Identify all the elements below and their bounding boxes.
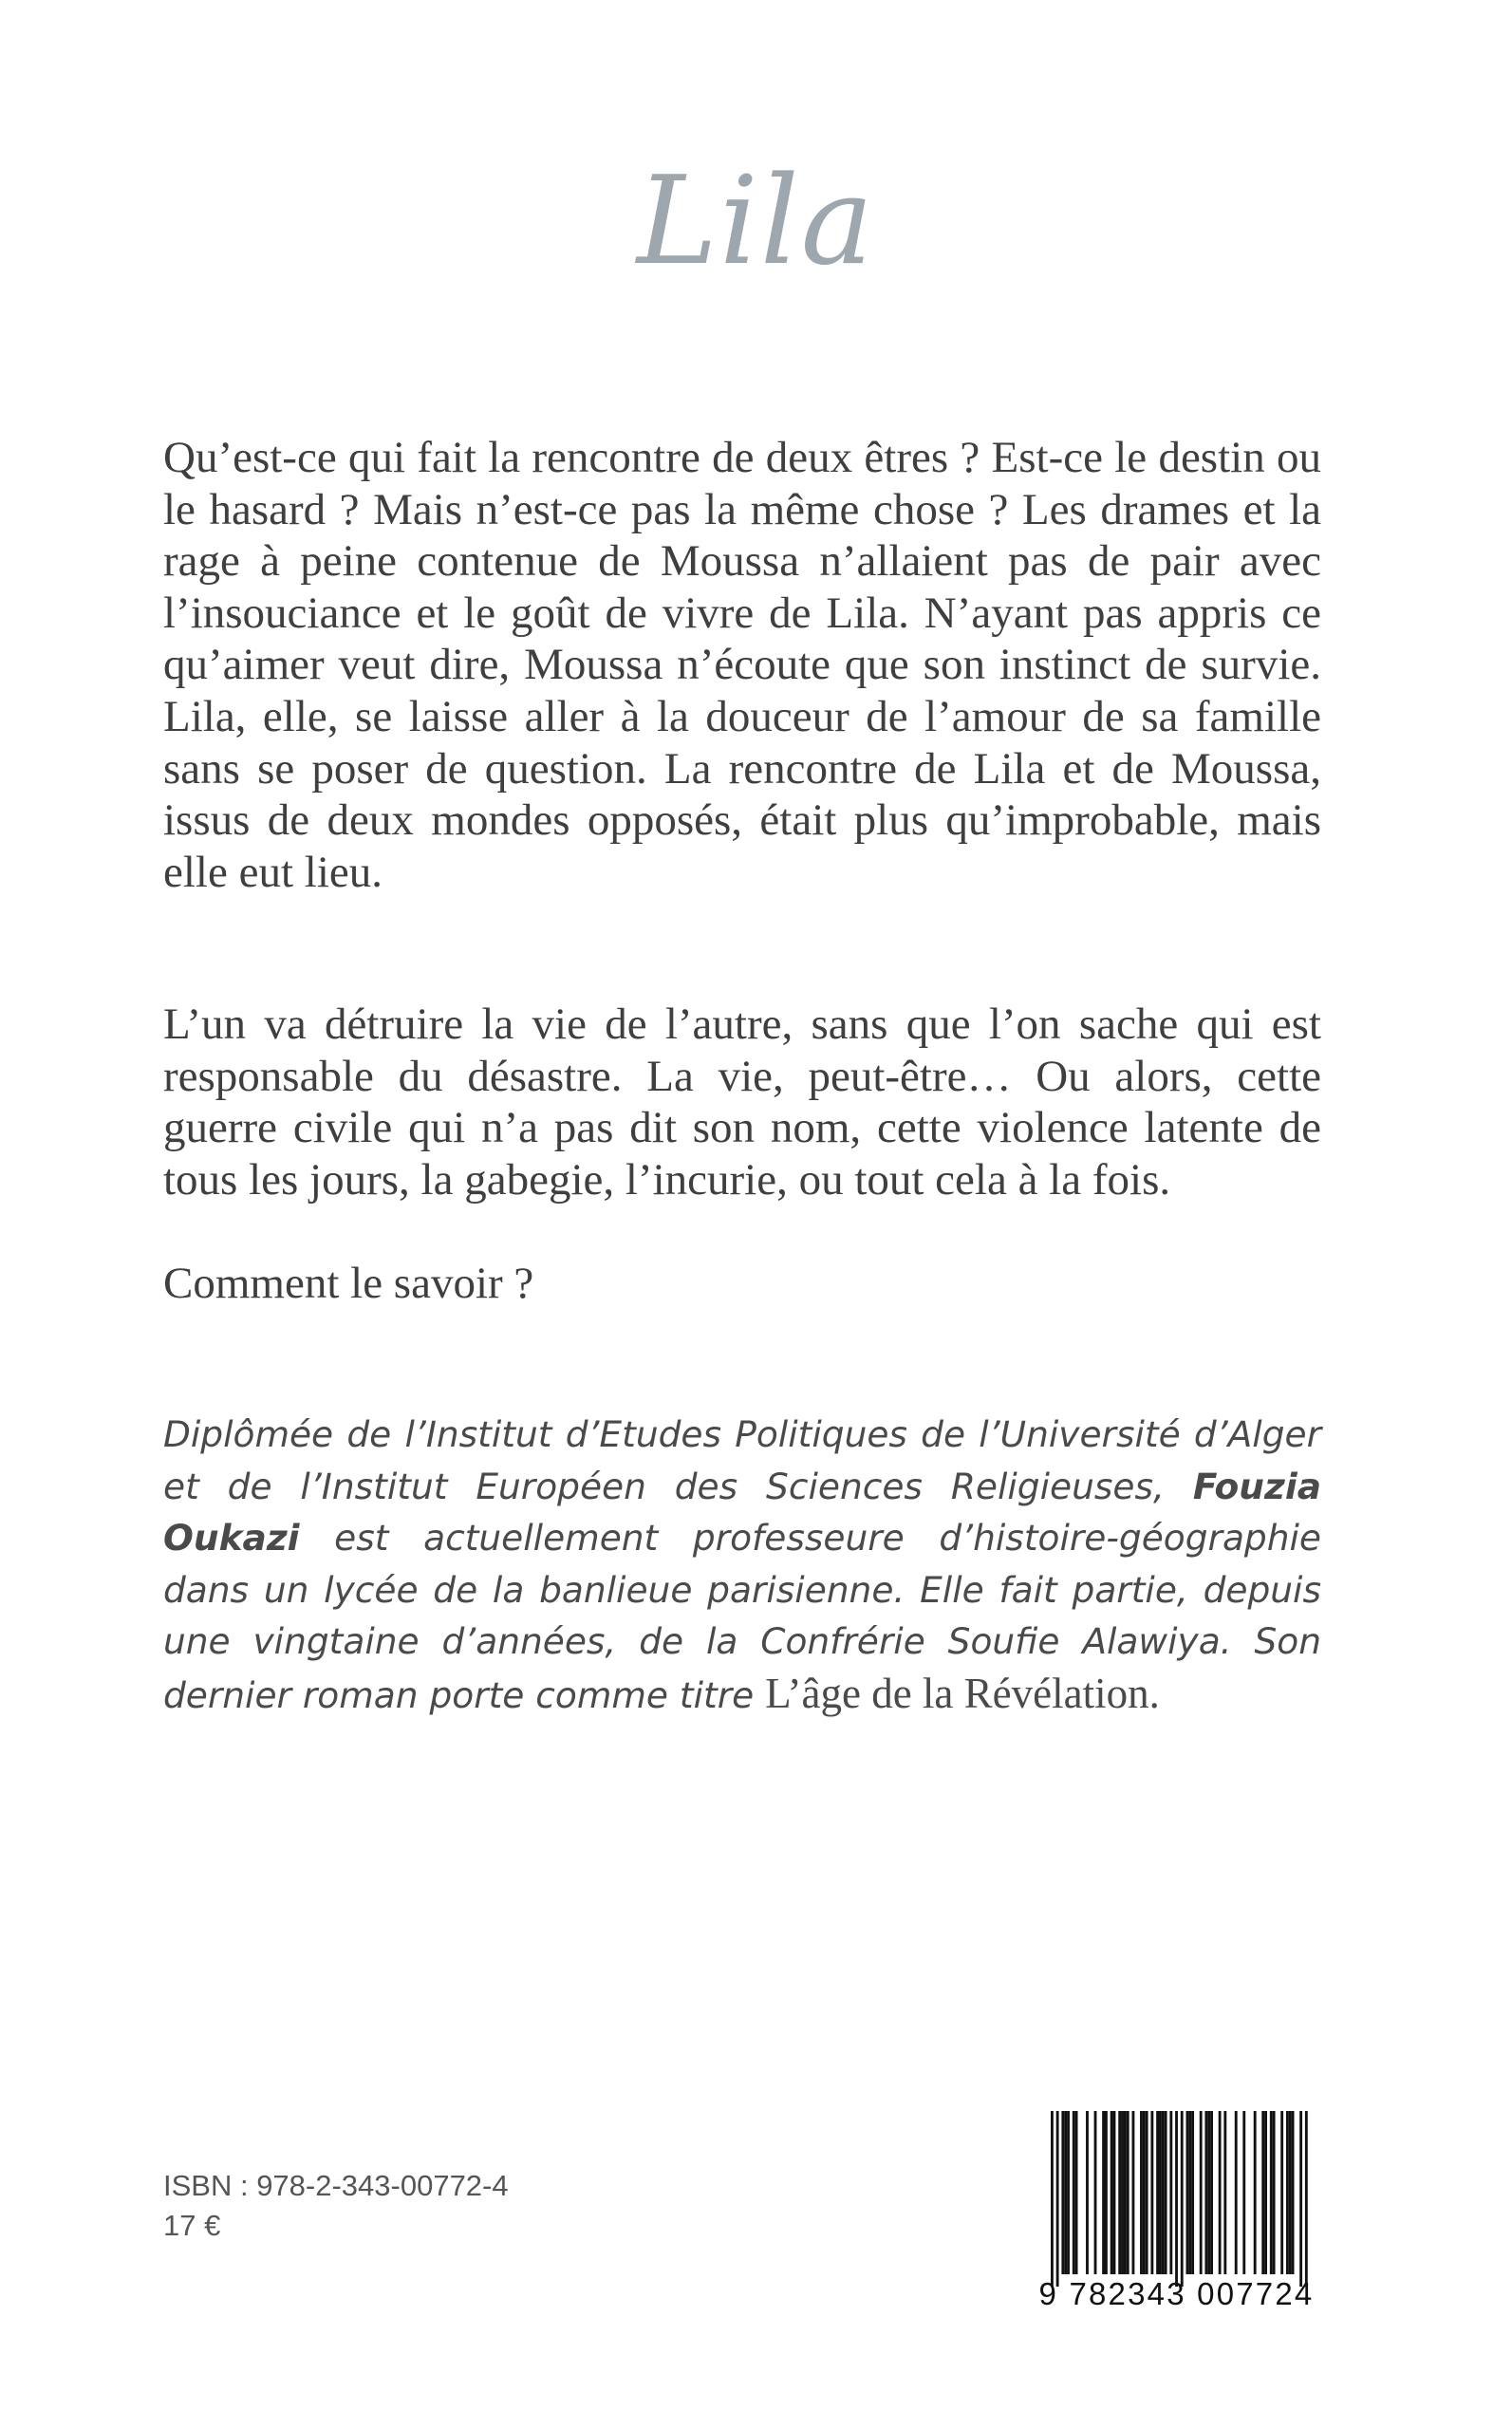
barcode-bar: [1270, 2111, 1273, 2274]
author-bio: [163, 1409, 1321, 1722]
barcode-bar: [1146, 2111, 1148, 2274]
barcode-bar: [1094, 2111, 1097, 2274]
barcode-bar: [1102, 2111, 1105, 2274]
barcode-bar: [1121, 2111, 1124, 2274]
barcode-bar: [1118, 2111, 1121, 2274]
barcode-number: 9 782343 007724: [1038, 2276, 1315, 2311]
author-bio-end: .: [1148, 1669, 1160, 1717]
author-name: Fouzia Oukazi: [163, 1465, 1321, 1560]
barcode-bar: [1186, 2111, 1189, 2274]
barcode-bar: [1210, 2111, 1213, 2274]
synopsis-paragraph-2-text: L’un va détruire la vie de l’autre, sans que l’on sache qui est responsable du désastre. La vie, peut-être… Ou alors, cette guerre civile qui n’a pas dit son nom, cette violence latente de tous les jours, la gabegie, l’incurie, ou tout cela à la fois.: [163, 999, 1321, 1205]
barcode-bar: [1165, 2111, 1167, 2274]
barcode-bar: [1261, 2111, 1264, 2274]
barcode-bar: [1075, 2111, 1078, 2274]
barcode-bar: [1204, 2111, 1207, 2274]
barcode-bar: [1273, 2111, 1276, 2274]
barcode-bar: [1254, 2111, 1257, 2274]
barcode-bar: [1073, 2111, 1075, 2274]
barcode-bar: [1289, 2111, 1292, 2274]
barcode-bar: [1207, 2111, 1210, 2274]
last-book-title: L’âge de la Révélation: [765, 1669, 1149, 1717]
barcode-bar: [1140, 2111, 1143, 2274]
barcode-bar: [1067, 2111, 1070, 2274]
synopsis-paragraph-1: [163, 432, 1321, 898]
barcode-bar: [1150, 2111, 1153, 2274]
barcode-bar: [1124, 2111, 1127, 2274]
synopsis-paragraph-1-text: Qu’est-ce qui fait la rencontre de deux êtres ? Est-ce le destin ou le hasard ? Mais n’est-ce pas la même chose ? Les drames et la rage à peine contenue de Moussa n’allaient pas de pair avec l’insouciance et le goût de vivre de Lila. N’ayant pas appris ce qu’aimer veut dire, Moussa n’écoute que son instinct de survie. Lila, elle, se laisse aller à la douceur de l’amour de sa famille sans se poser de question. La rencontre de Lila et de Moussa, issus de deux mondes opposés, était plus qu’improbable, mais elle eut lieu.: [163, 433, 1321, 897]
barcode-bar: [1242, 2111, 1245, 2274]
book-title: Lila: [636, 151, 876, 292]
author-bio-body: est actuellement professeure d’histoire-géographie dans un lycée de la banlieue parisienne. Elle fait partie, depuis une vingtaine d’années, de la Confrérie Soufie Alawiya. Son dernier roman porte comme titre: [163, 1517, 1321, 1716]
barcode-bar: [1280, 2111, 1283, 2274]
barcode: [1032, 2107, 1321, 2314]
barcode-bar: [1159, 2111, 1162, 2274]
barcode-bar: [1127, 2111, 1129, 2274]
barcode-bar: [1175, 2111, 1178, 2287]
barcode-bar: [1219, 2111, 1222, 2274]
synopsis-paragraph-2: [163, 999, 1321, 1205]
barcode-bar: [1299, 2111, 1302, 2287]
barcode-bar: [1305, 2111, 1308, 2287]
barcode-bar: [1286, 2111, 1289, 2274]
barcode-bar: [1191, 2111, 1194, 2274]
barcode-bar: [1292, 2111, 1295, 2274]
barcode-bar: [1156, 2111, 1159, 2274]
barcode-bar: [1061, 2111, 1064, 2274]
barcode-bar: [1264, 2111, 1267, 2274]
synopsis-closing-line: Comment le savoir ?: [163, 1259, 534, 1308]
barcode-bar: [1064, 2111, 1067, 2274]
barcode-bar: [1200, 2111, 1203, 2274]
barcode-bar: [1223, 2111, 1226, 2274]
barcode-bar: [1051, 2111, 1054, 2287]
price-text: 17 €: [163, 2209, 221, 2242]
barcode-bar: [1143, 2111, 1146, 2274]
barcode-bar: [1132, 2111, 1135, 2274]
barcode-bar: [1111, 2111, 1113, 2274]
barcode-bar: [1056, 2111, 1059, 2287]
barcode-bar: [1105, 2111, 1108, 2274]
barcode-bar: [1086, 2111, 1089, 2274]
barcode-bar: [1169, 2111, 1172, 2274]
barcode-bar: [1235, 2111, 1238, 2274]
barcode-bar: [1188, 2111, 1191, 2274]
author-bio-intro: Diplômée de l’Institut d’Etudes Politiques de l’Université d’Alger et de l’Institut Européen des Sciences Religieuses,: [163, 1413, 1321, 1507]
isbn-text: ISBN : 978-2-343-00772-4: [163, 2169, 509, 2202]
barcode-bar: [1181, 2111, 1184, 2287]
barcode-bar: [1162, 2111, 1165, 2274]
barcode-bar: [1113, 2111, 1116, 2274]
